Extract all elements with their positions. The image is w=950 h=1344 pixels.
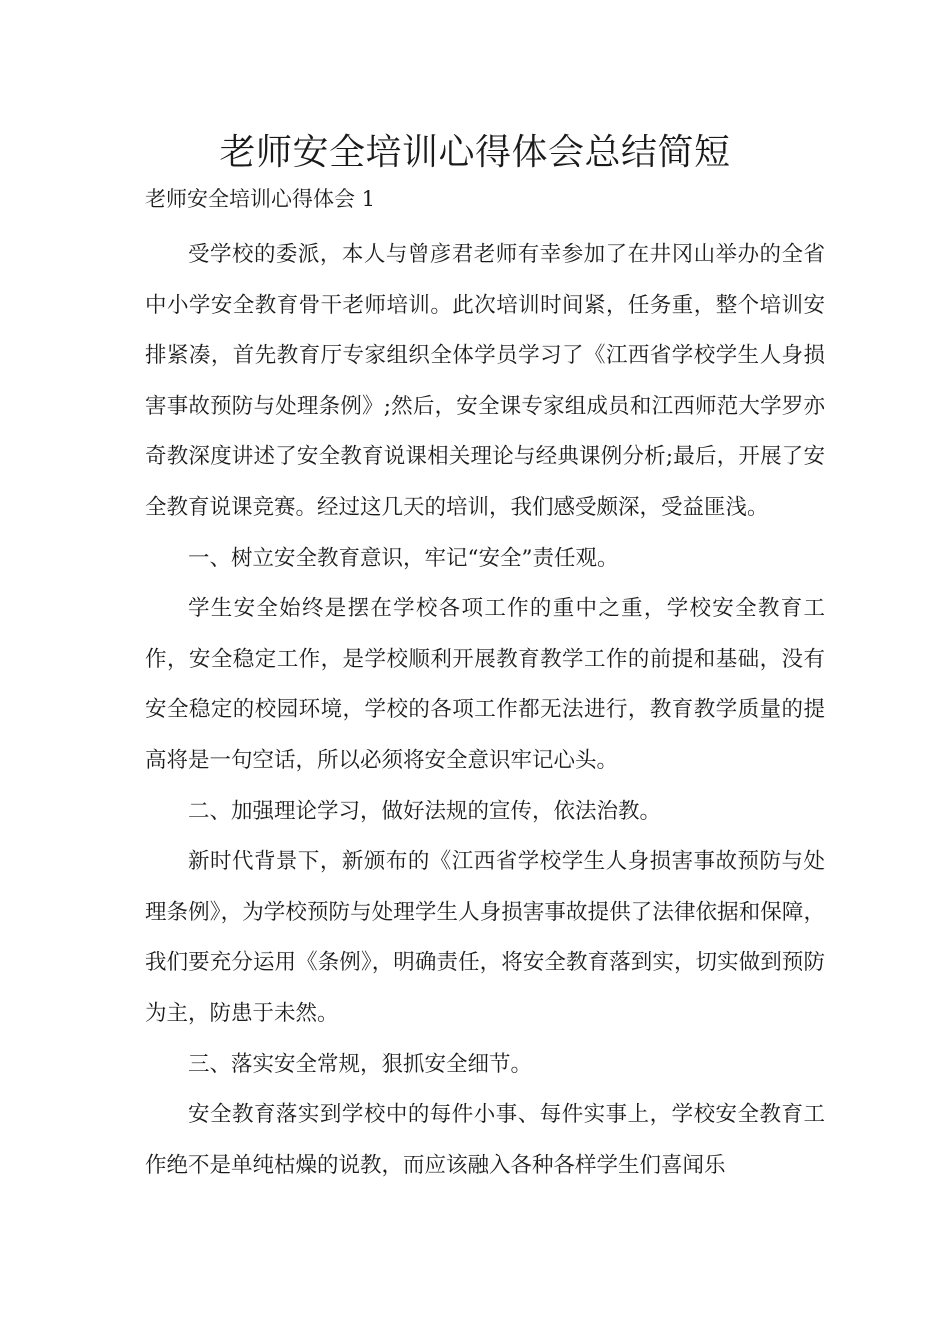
body-paragraph: 受学校的委派，本人与曾彦君老师有幸参加了在井冈山举办的全省中小学安全教育骨干老师培训。此次培训时间紧，任务重，整个培训安排紧凑，首先教育厅专家组织全体学员学习了《江西省学校学生人身损害事故预防与处理条例》;然后，安全课专家组成员和江西师范大学罗亦奇教深度讲述了安全教育说课相关理论与经典课例分析;最后，开展了安全教育说课竞赛。经过这几天的培训，我们感受颇深，受益匪浅。	[145, 242, 825, 520]
body-paragraph: 学生安全始终是摆在学校各项工作的重中之重，学校安全教育工作，安全稳定工作，是学校顺利开展教育教学工作的前提和基础，没有安全稳定的校园环境，学校的各项工作都无法进行，教育教学质量的提高将是一句空话，所以必须将安全意识牢记心头。	[145, 596, 825, 773]
section-heading: 二、加强理论学习，做好法规的宣传，依法治教。	[188, 798, 662, 824]
document-title: 老师安全培训心得体会总结简短	[219, 132, 731, 173]
section-heading: 三、落实安全常规，狠抓安全细节。	[188, 1051, 533, 1077]
section-heading: 一、树立安全教育意识，牢记“安全”责任观。	[188, 545, 619, 571]
document-subtitle: 老师安全培训心得体会 1	[145, 187, 376, 211]
body-paragraph: 安全教育落实到学校中的每件小事、每件实事上，学校安全教育工作绝不是单纯枯燥的说教，而应该融入各种各样学生们喜闻乐	[145, 1102, 825, 1178]
body-paragraph: 新时代背景下，新颁布的《江西省学校学生人身损害事故预防与处理条例》，为学校预防与处理学生人身损害事故提供了法律依据和保障，我们要充分运用《条例》，明确责任，将安全教育落到实，切实做到预防为主，防患于未然。	[145, 849, 825, 1026]
document-body	[145, 230, 825, 1191]
